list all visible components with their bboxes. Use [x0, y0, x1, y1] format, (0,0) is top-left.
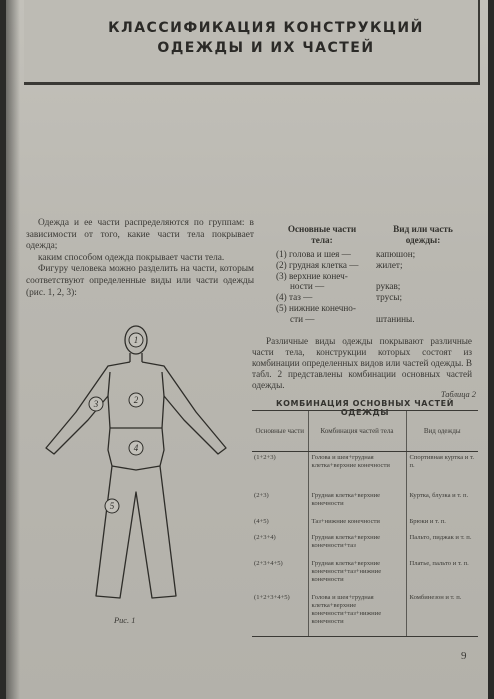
table-cell: Грудная клетка+верхние конечности+таз+нижние конечности [308, 558, 406, 592]
table-row [252, 558, 478, 592]
table-cell: Грудная клетка+верхние конечности [308, 490, 406, 516]
title-line-2: ОДЕЖДЫ И ИХ ЧАСТЕЙ [157, 40, 375, 56]
table-cell: Пальто, пиджак и т. п. [406, 532, 478, 558]
table-cell: Таз+нижние конечности [308, 516, 406, 532]
parts-header-right: Вид или часть одежды: [393, 224, 453, 245]
body-part: (2) грудная клетка — [276, 259, 359, 270]
table-cell: (2+3+4+5) [254, 560, 283, 567]
figure-label-1: 1 [133, 335, 139, 345]
table-cell: Куртка, блузка и т. п. [406, 490, 478, 516]
table-cell: (2+3+4) [254, 534, 276, 541]
table-cell: (4+5) [254, 518, 269, 525]
column-header: Комбинация частей тела [308, 411, 406, 452]
body-part: ности — [290, 281, 325, 292]
body-part: (1) голова и шея — [276, 249, 351, 259]
clothing-part: жилет; [376, 259, 403, 270]
clothing-part: штанины. [376, 313, 415, 324]
list-item [276, 303, 486, 314]
intro-paragraph: Одежда и ее части распределяются по группам: в зависимости от того, какие части тела покрывает одежда; [26, 218, 254, 252]
table-cell: Комбинезон и т. п. [406, 592, 478, 637]
body-part: (3) верхние конеч- [276, 270, 348, 281]
intro-paragraph: Фигуру человека можно разделить на части, которым соответствуют определенные виды или части одежды (рис. 1, 2, 3): [26, 264, 254, 298]
page-title [46, 18, 486, 58]
figure-shoulder-seams [108, 372, 164, 396]
table-cell: Голова и шея+грудная клетка+верхние конечности [308, 452, 406, 491]
table-cell: Платье, пальто и т. п. [406, 558, 478, 592]
list-item [276, 292, 486, 303]
clothing-part: капюшон; [376, 249, 416, 259]
title-line-1: КЛАССИФИКАЦИЯ КОНСТРУКЦИЙ [108, 20, 424, 36]
page-gutter-shadow [6, 0, 20, 699]
list-item [276, 249, 486, 260]
list-item [276, 281, 486, 292]
list-item [276, 260, 486, 271]
column-header: Основные части [252, 411, 308, 452]
table-row [252, 490, 478, 516]
intro-text [26, 218, 254, 299]
page-number: 9 [461, 650, 467, 662]
table-number: Таблица 2 [440, 390, 476, 399]
combination-paragraph [252, 336, 472, 391]
table-row [252, 592, 478, 637]
body-part: (5) нижние конечно- [276, 302, 356, 313]
table-header-row [252, 411, 478, 452]
table-cell: (1+2+3+4+5) [252, 592, 308, 637]
list-item [276, 314, 486, 325]
clothing-part: рукав; [376, 281, 401, 292]
table-cell: Голова и шея+грудная клетка+верхние конечности+таз+нижние конечности [308, 592, 406, 637]
figure-label-5: 5 [109, 501, 115, 511]
paragraph-text: Различные виды одежды покрывают различные части тела, конструкции которых состоят из комбинации определенных видов или частей одежды. В табл. 2 представлены комбинации основных частей одежды. [252, 336, 472, 390]
table-row [252, 532, 478, 558]
figure-hip-seam [112, 466, 160, 470]
clothing-part: трусы; [376, 292, 402, 303]
combination-table [252, 410, 478, 637]
figure-caption: Рис. 1 [114, 616, 136, 625]
table-cell: Спортивная куртка и т. п. [406, 452, 478, 491]
list-item [276, 271, 486, 282]
table-cell: (2+3) [254, 492, 269, 499]
figure-label-2: 2 [133, 395, 139, 405]
table-cell: Грудная клетка+верхние конечности+таз [308, 532, 406, 558]
body-figure-diagram [36, 320, 236, 616]
body-parts-list [276, 249, 486, 325]
table-row [252, 452, 478, 491]
intro-paragraph: каким способом одежда покрывает части тела. [38, 252, 225, 263]
column-header: Вид одежды [406, 411, 478, 452]
table-cell: Брюки и т. п. [406, 516, 478, 532]
figure-label-3: 3 [93, 399, 99, 409]
table-cell: (1+2+3) [254, 454, 276, 461]
body-part: сти — [290, 313, 315, 324]
parts-header-left: Основные части тела: [287, 224, 357, 245]
figure-label-4: 4 [133, 443, 139, 453]
body-part: (4) таз — [276, 292, 313, 303]
table-row [252, 516, 478, 532]
table-title: КОМБИНАЦИЯ ОСНОВНЫХ ЧАСТЕЙ ОДЕЖДЫ [276, 399, 454, 417]
book-page [6, 0, 488, 699]
